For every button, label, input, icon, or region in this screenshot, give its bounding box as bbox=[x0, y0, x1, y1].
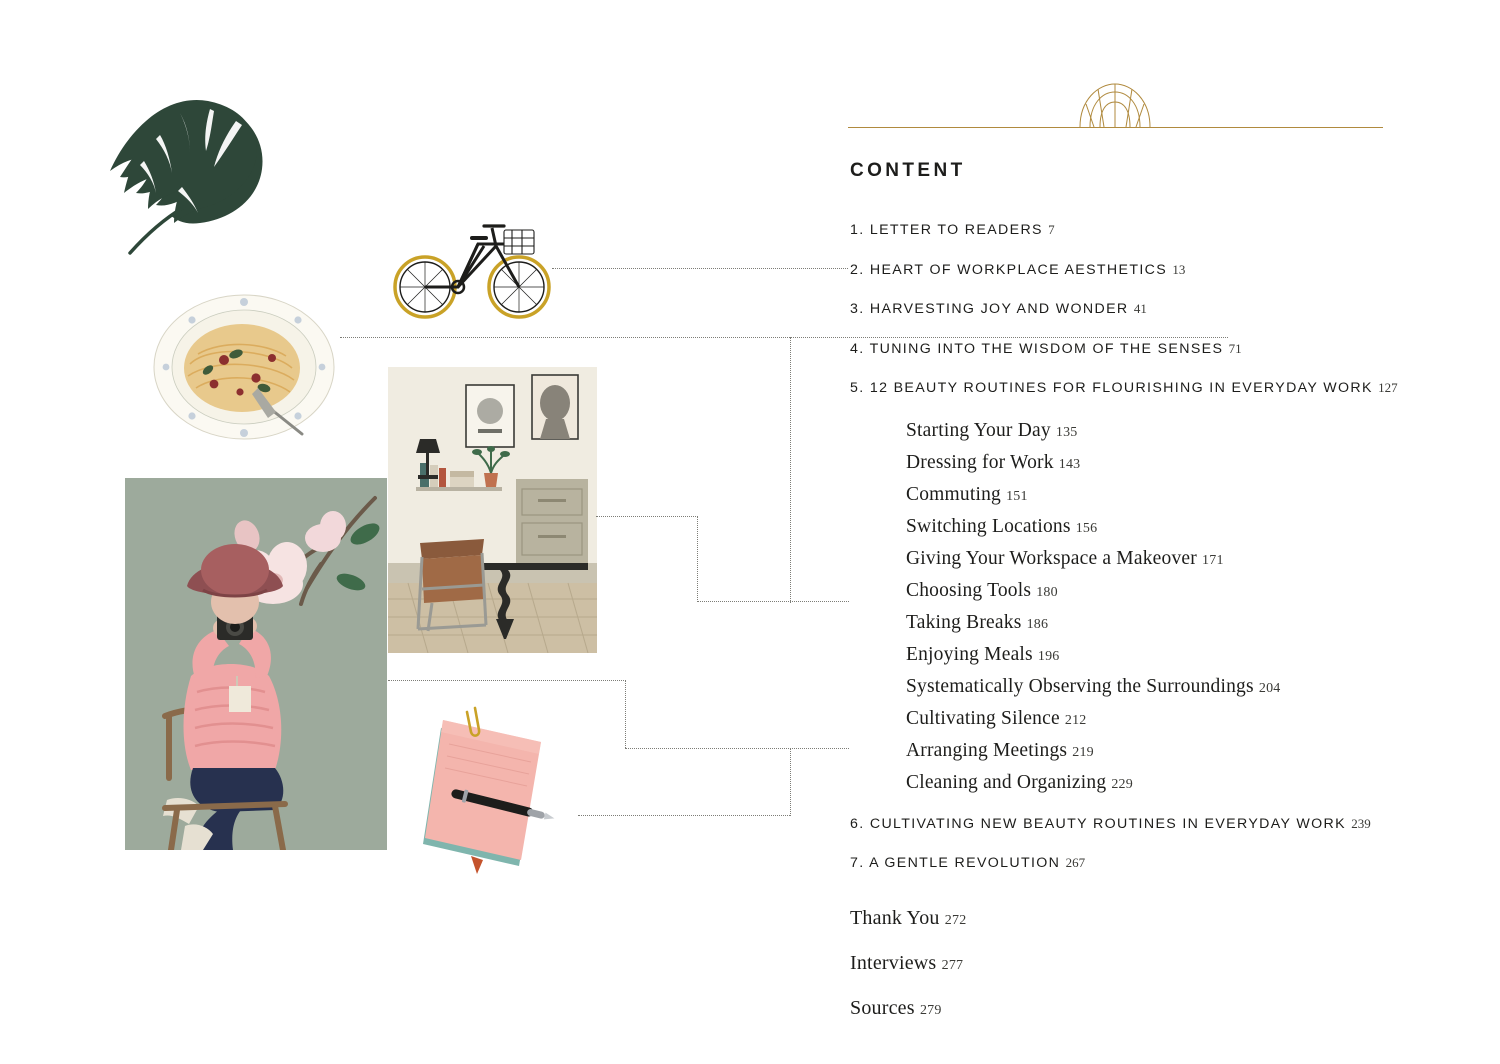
toc-chapter-number: 1. bbox=[850, 222, 865, 238]
toc-chapter-1[interactable] bbox=[850, 222, 1410, 238]
toc-subsection-page: 204 bbox=[1258, 680, 1281, 696]
toc-subsection-page: 135 bbox=[1055, 424, 1078, 440]
toc-subsection-choosing-tools[interactable] bbox=[906, 580, 1410, 602]
toc-chapter-label: HEART OF WORKPLACE AESTHETICS bbox=[869, 261, 1168, 278]
toc-chapter-page: 41 bbox=[1133, 301, 1147, 316]
toc-chapter-number: 4. bbox=[850, 340, 865, 357]
toc-subsection-enjoying-meals[interactable] bbox=[906, 644, 1410, 666]
toc-back-sources[interactable] bbox=[850, 997, 1410, 1020]
toc-chapter-number: 7. bbox=[850, 855, 865, 871]
toc-subsection-label: Arranging Meetings bbox=[906, 739, 1068, 761]
toc-back-interviews[interactable] bbox=[850, 952, 1410, 975]
toc-spacer-2 bbox=[850, 895, 1410, 907]
toc-subsection-label: Choosing Tools bbox=[906, 579, 1032, 601]
toc-chapter-5[interactable] bbox=[850, 380, 1410, 396]
toc-chapter-page: 7 bbox=[1048, 222, 1055, 237]
header-rule bbox=[848, 127, 1383, 128]
toc-subsection-cultivating-silence[interactable] bbox=[906, 708, 1410, 730]
toc-subsection-label: Systematically Observing the Surroundings bbox=[906, 675, 1254, 697]
toc-chapter-page: 127 bbox=[1378, 380, 1398, 395]
toc-subsection-starting-your-day[interactable] bbox=[906, 420, 1410, 442]
toc-subsection-page: 143 bbox=[1058, 456, 1081, 472]
toc-chapter-4[interactable] bbox=[850, 341, 1410, 357]
fan-ornament-icon bbox=[1060, 80, 1170, 130]
toc-subsection-taking-breaks[interactable] bbox=[906, 612, 1410, 634]
toc-subsection-switching-locations[interactable] bbox=[906, 516, 1410, 538]
toc-chapter-page: 267 bbox=[1065, 855, 1086, 870]
toc-subsection-arranging-meetings[interactable] bbox=[906, 740, 1410, 762]
toc-subsection-dressing-for-work[interactable] bbox=[906, 452, 1410, 474]
toc-subsection-systematically-observing-the-surroundings[interactable] bbox=[906, 676, 1410, 698]
toc-subsection-label: Commuting bbox=[906, 483, 1001, 505]
toc-chapter-label: LETTER TO READERS bbox=[869, 222, 1043, 238]
toc-chapter-label: TUNING INTO THE WISDOM OF THE SENSES bbox=[869, 340, 1224, 357]
connector-interior-v bbox=[697, 516, 698, 602]
toc-chapter-page: 71 bbox=[1228, 340, 1242, 356]
toc-back-page: 277 bbox=[941, 957, 964, 973]
connector-notebook-v bbox=[625, 680, 626, 748]
toc-spacer bbox=[850, 804, 1410, 816]
toc-back-page: 279 bbox=[919, 1002, 942, 1018]
pink-notebook-with-pen-illustration bbox=[415, 698, 565, 878]
interior-workspace-illustration bbox=[388, 367, 597, 653]
toc-back-label: Sources bbox=[850, 996, 915, 1019]
pasta-plate-illustration bbox=[152, 292, 337, 442]
connector-interior-h bbox=[596, 516, 698, 517]
toc-chapter-label: HARVESTING JOY AND WONDER bbox=[869, 301, 1129, 317]
toc-subsection-page: 180 bbox=[1036, 584, 1058, 600]
woman-with-camera-illustration bbox=[125, 478, 387, 850]
monstera-leaf-illustration bbox=[60, 95, 290, 260]
toc-subsection-page: 151 bbox=[1006, 488, 1028, 504]
bicycle-illustration bbox=[392, 212, 552, 327]
toc-subsection-page: 212 bbox=[1064, 712, 1087, 728]
content-panel bbox=[848, 0, 1408, 1064]
toc-subsection-cleaning-and-organizing[interactable] bbox=[906, 772, 1410, 794]
toc-chapter-label: A GENTLE REVOLUTION bbox=[869, 855, 1061, 871]
toc-subsection-page: 229 bbox=[1111, 776, 1133, 792]
toc-chapter-number: 3. bbox=[850, 301, 865, 317]
toc-chapter-number: 5. bbox=[850, 380, 865, 396]
toc-subsection-page: 186 bbox=[1026, 616, 1049, 632]
toc-back-label: Thank You bbox=[850, 906, 940, 929]
toc-subsection-label: Starting Your Day bbox=[906, 419, 1051, 441]
toc-subsection-label: Enjoying Meals bbox=[906, 643, 1033, 665]
toc-subsection-group bbox=[850, 420, 1410, 794]
page-title: CONTENT bbox=[850, 160, 966, 181]
toc-subsection-giving-your-workspace-a-makeover[interactable] bbox=[906, 548, 1410, 570]
toc-chapter-label: CULTIVATING NEW BEAUTY ROUTINES IN EVERYDAY WORK bbox=[869, 815, 1346, 832]
connector-chapter7-v bbox=[790, 748, 791, 816]
connector-notebook-h2 bbox=[578, 815, 790, 816]
connector-chapter5-v bbox=[790, 337, 791, 603]
connector-bicycle bbox=[552, 268, 848, 269]
toc-chapter-6[interactable] bbox=[850, 816, 1410, 832]
toc-subsection-commuting[interactable] bbox=[906, 484, 1410, 506]
toc-chapter-7[interactable] bbox=[850, 855, 1410, 871]
toc-subsection-label: Giving Your Workspace a Makeover bbox=[906, 547, 1197, 569]
toc-subsection-page: 196 bbox=[1037, 648, 1060, 664]
toc-subsection-label: Dressing for Work bbox=[906, 451, 1054, 473]
toc-chapter-3[interactable] bbox=[850, 301, 1410, 317]
toc-chapter-page: 239 bbox=[1351, 815, 1371, 831]
toc-back-label: Interviews bbox=[850, 951, 937, 974]
toc-chapter-2[interactable] bbox=[850, 262, 1410, 278]
toc-back-thank-you[interactable] bbox=[850, 907, 1410, 930]
toc-subsection-page: 171 bbox=[1202, 552, 1224, 568]
toc-chapter-label: 12 BEAUTY ROUTINES FOR FLOURISHING IN EVERYDAY WORK bbox=[869, 380, 1373, 396]
toc-subsection-label: Cultivating Silence bbox=[906, 707, 1060, 729]
toc-chapter-number: 2. bbox=[850, 261, 865, 278]
toc-subsection-page: 156 bbox=[1075, 520, 1098, 536]
toc-subsection-label: Switching Locations bbox=[906, 515, 1071, 537]
connector-enjoying-meals bbox=[697, 601, 849, 602]
toc-back-page: 272 bbox=[944, 912, 967, 928]
connector-notebook-top bbox=[388, 680, 626, 681]
connector-notebook-h1 bbox=[625, 748, 849, 749]
table-of-contents bbox=[850, 222, 1410, 1042]
toc-chapter-page: 13 bbox=[1172, 261, 1186, 277]
toc-subsection-page: 219 bbox=[1072, 744, 1094, 760]
toc-subsection-label: Cleaning and Organizing bbox=[906, 771, 1107, 793]
toc-chapter-number: 6. bbox=[850, 815, 865, 832]
toc-subsection-label: Taking Breaks bbox=[906, 611, 1022, 633]
